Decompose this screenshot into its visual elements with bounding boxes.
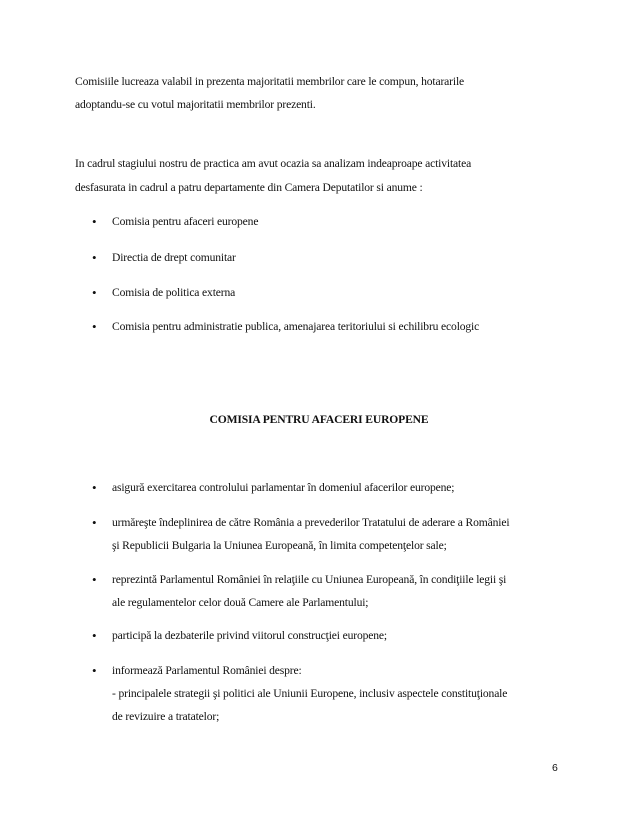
bullet-icon: • [92, 250, 97, 265]
paragraph-2-line-2: desfasurata in cadrul a patru departamente din Camera Deputatilor si anume : [75, 181, 423, 194]
bullet-icon: • [92, 515, 97, 530]
duty-item-1-line-1: asigură exercitarea controlului parlamentar în domeniul afacerilor europene; [112, 481, 455, 494]
duty-item-5-line-3: de revizuire a tratatelor; [112, 710, 220, 723]
list-item: Comisia pentru afaceri europene [112, 215, 259, 228]
duty-item-2-line-2: şi Republicii Bulgaria la Uniunea Europeană, în limita competenţelor sale; [112, 539, 447, 552]
list-item: Directia de drept comunitar [112, 251, 236, 264]
list-item: Comisia pentru administratie publica, amenajarea teritoriului si echilibru ecologic [112, 320, 480, 333]
list-item: Comisia de politica externa [112, 286, 236, 299]
bullet-icon: • [92, 572, 97, 587]
bullet-icon: • [92, 285, 97, 300]
bullet-icon: • [92, 628, 97, 643]
duty-item-5-line-1: informează Parlamentul României despre: [112, 664, 302, 677]
bullet-icon: • [92, 319, 97, 334]
duty-item-3-line-2: ale regulamentelor celor două Camere ale Parlamentului; [112, 596, 369, 609]
paragraph-1-line-2: adoptandu-se cu votul majoritatii membrilor prezenti. [75, 98, 316, 111]
bullet-icon: • [92, 480, 97, 495]
page-number: 6 [552, 762, 558, 774]
bullet-icon: • [92, 214, 97, 229]
bullet-icon: • [92, 663, 97, 678]
duty-item-2-line-1: urmăreşte îndeplinirea de către România a prevederilor Tratatului de aderare a României [112, 516, 510, 529]
duty-item-4-line-1: participă la dezbaterile privind viitorul construcţiei europene; [112, 629, 387, 642]
paragraph-2-line-1: In cadrul stagiului nostru de practica am avut ocazia sa analizam indeaproape activitatea [75, 157, 472, 170]
duty-item-3-line-1: reprezintă Parlamentul României în relaţiile cu Uniunea Europeană, în condiţiile legii şi [112, 573, 507, 586]
paragraph-1-line-1: Comisiile lucreaza valabil in prezenta majoritatii membrilor care le compun, hotararile [75, 75, 465, 88]
section-heading: COMISIA PENTRU AFACERI EUROPENE [209, 413, 429, 426]
duty-item-5-line-2: - principalele strategii şi politici ale Uniunii Europene, inclusiv aspectele constituţionale [112, 687, 508, 700]
